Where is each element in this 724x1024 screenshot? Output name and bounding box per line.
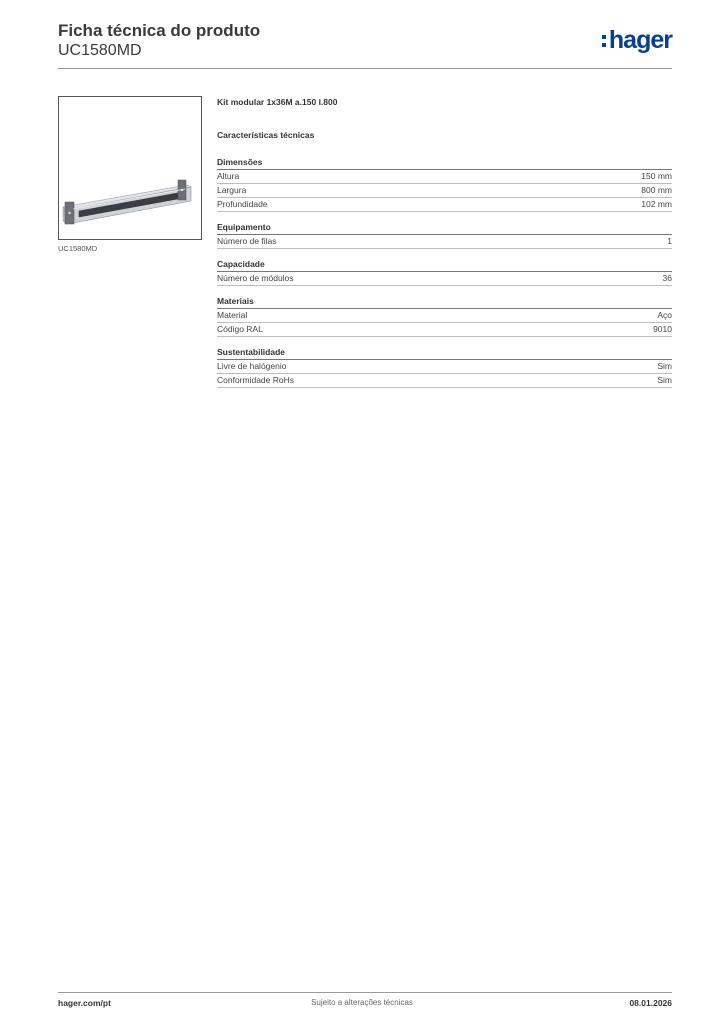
- spec-panel: [217, 96, 672, 397]
- spec-label: Número de filas: [217, 236, 277, 246]
- spec-label: Conformidade RoHs: [217, 375, 295, 385]
- spec-row: [217, 184, 672, 198]
- spec-label: Número de módulos: [217, 273, 294, 283]
- spec-value: 9010: [653, 324, 672, 334]
- spec-row: [217, 374, 672, 388]
- spec-label: Código RAL: [217, 324, 263, 334]
- spec-group-sustentabilidade: [217, 346, 672, 388]
- header-divider: [58, 68, 672, 69]
- spec-row: [217, 309, 672, 323]
- footer-disclaimer: Sujeito a alterações técnicas: [311, 998, 413, 1007]
- footer-date: 08.01.2026: [629, 998, 672, 1008]
- spec-row: [217, 235, 672, 249]
- product-reference: UC1580MD: [58, 42, 142, 59]
- spec-heading: Características técnicas: [217, 130, 315, 140]
- spec-value: Sim: [657, 375, 672, 385]
- spec-label: Altura: [217, 171, 240, 181]
- hager-logo: [602, 26, 672, 54]
- spec-row: [217, 272, 672, 286]
- footer-divider: [58, 992, 672, 993]
- footer-website-link[interactable]: hager.com/pt: [58, 998, 111, 1008]
- logo-wordmark: hager: [608, 26, 672, 54]
- spec-label: Profundidade: [217, 199, 268, 209]
- spec-value: 1: [667, 236, 672, 246]
- spec-row: [217, 198, 672, 212]
- spec-row: [217, 170, 672, 184]
- spec-value: 102 mm: [641, 199, 672, 209]
- modular-kit-illustration: [59, 97, 201, 239]
- product-name: Kit modular 1x36M a.150 l.800: [217, 97, 338, 107]
- spec-value: Sim: [657, 361, 672, 371]
- spec-value: 36: [662, 273, 672, 283]
- spec-row: [217, 323, 672, 337]
- spec-value: 800 mm: [641, 185, 672, 195]
- group-title: Dimensões: [217, 156, 672, 170]
- logo-dots-icon: [602, 35, 606, 47]
- spec-group-equipamento: [217, 221, 672, 249]
- product-image: [58, 96, 202, 240]
- group-title: Sustentabilidade: [217, 346, 672, 360]
- spec-group-materiais: [217, 295, 672, 337]
- spec-label: Material: [217, 310, 248, 320]
- spec-label: Largura: [217, 185, 247, 195]
- spec-value: 150 mm: [641, 171, 672, 181]
- group-title: Capacidade: [217, 258, 672, 272]
- spec-label: Livre de halógenio: [217, 361, 287, 371]
- image-caption: UC1580MD: [58, 244, 98, 253]
- spec-group-dimensoes: [217, 156, 672, 212]
- page-header: [58, 20, 672, 68]
- group-title: Materiais: [217, 295, 672, 309]
- document-title: Ficha técnica do produto: [58, 21, 261, 40]
- spec-row: [217, 360, 672, 374]
- group-title: Equipamento: [217, 221, 672, 235]
- spec-value: Aço: [657, 310, 672, 320]
- spec-group-capacidade: [217, 258, 672, 286]
